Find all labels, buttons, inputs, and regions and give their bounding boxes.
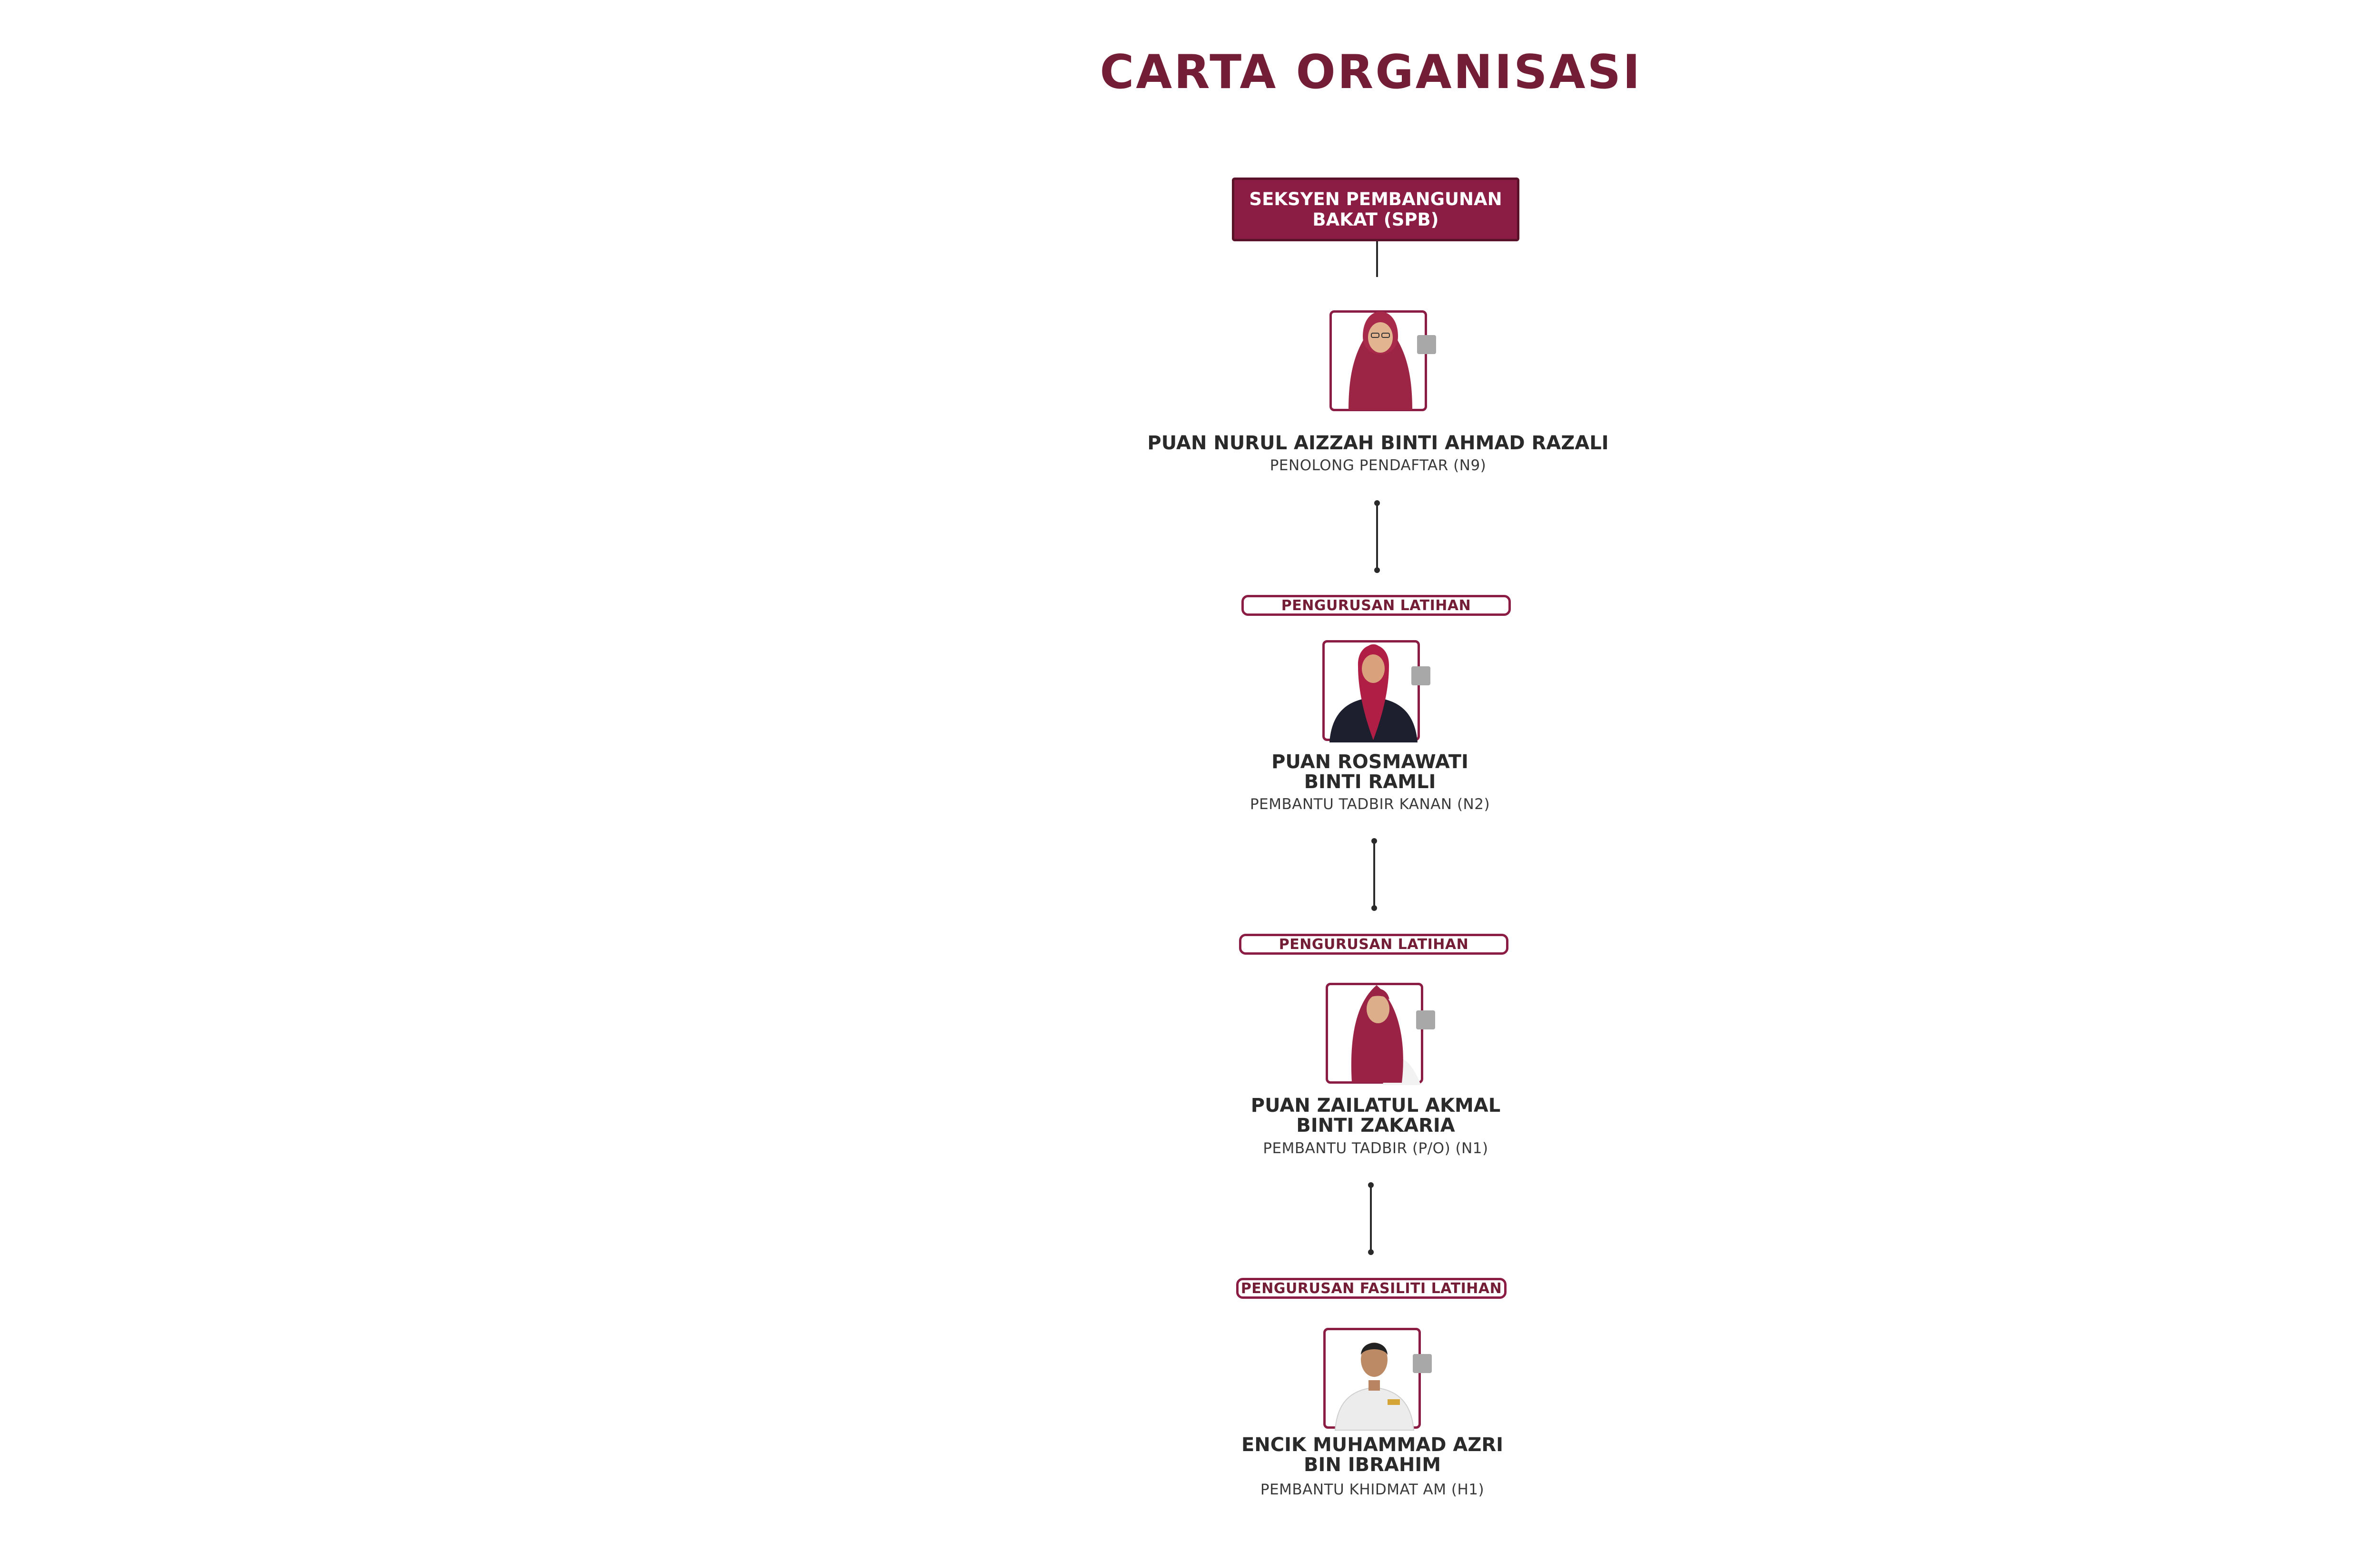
member-name-line2: BIN IBRAHIM [1303,1454,1441,1476]
head-name: PUAN NURUL AIZZAH BINTI AHMAD RAZALI [1147,432,1609,454]
unit-label: PENGURUSAN LATIHAN [1241,595,1511,616]
unit-label: PENGURUSAN LATIHAN [1239,934,1508,955]
photo-frame-member [1326,983,1423,1084]
member-name [1132,752,1608,792]
member-name [1134,1435,1610,1475]
member-name [1138,1096,1614,1136]
member-role: PEMBANTU KHIDMAT AM (H1) [1260,1481,1485,1498]
avatar-head [1329,284,1432,413]
member-role: PEMBANTU TADBIR (P/O) (N1) [1263,1140,1488,1157]
member-name-line2: BINTI RAMLI [1304,771,1436,793]
badge-icon [1411,666,1430,685]
badge-icon [1417,335,1436,354]
avatar-member [1323,1302,1426,1430]
page-title: CARTA ORGANISASI [1100,45,1642,99]
photo-frame-member [1322,640,1420,741]
section-box [1232,178,1519,241]
avatar-member [1326,957,1428,1085]
photo-frame-head [1329,310,1427,411]
member-name-line1: ENCIK MUHAMMAD AZRI [1241,1434,1504,1456]
member-role: PEMBANTU TADBIR KANAN (N2) [1250,796,1490,813]
avatar-member [1322,614,1425,742]
photo-frame-member [1323,1328,1421,1429]
badge-icon [1413,1354,1432,1373]
unit-label: PENGURUSAN FASILITI LATIHAN [1236,1278,1507,1299]
connector-line [1376,241,1378,277]
member-name-line2: BINTI ZAKARIA [1296,1115,1455,1137]
head-role: PENOLONG PENDAFTAR (N9) [1269,457,1487,474]
connector-line [1376,502,1378,571]
member-name-line1: PUAN ROSMAWATI [1271,751,1468,773]
section-label: SEKSYEN PEMBANGUNAN BAKAT (SPB) [1249,189,1502,230]
connector-line [1373,840,1375,909]
badge-icon [1416,1010,1435,1029]
connector-line [1370,1184,1372,1253]
member-name-line1: PUAN ZAILATUL AKMAL [1250,1095,1501,1117]
